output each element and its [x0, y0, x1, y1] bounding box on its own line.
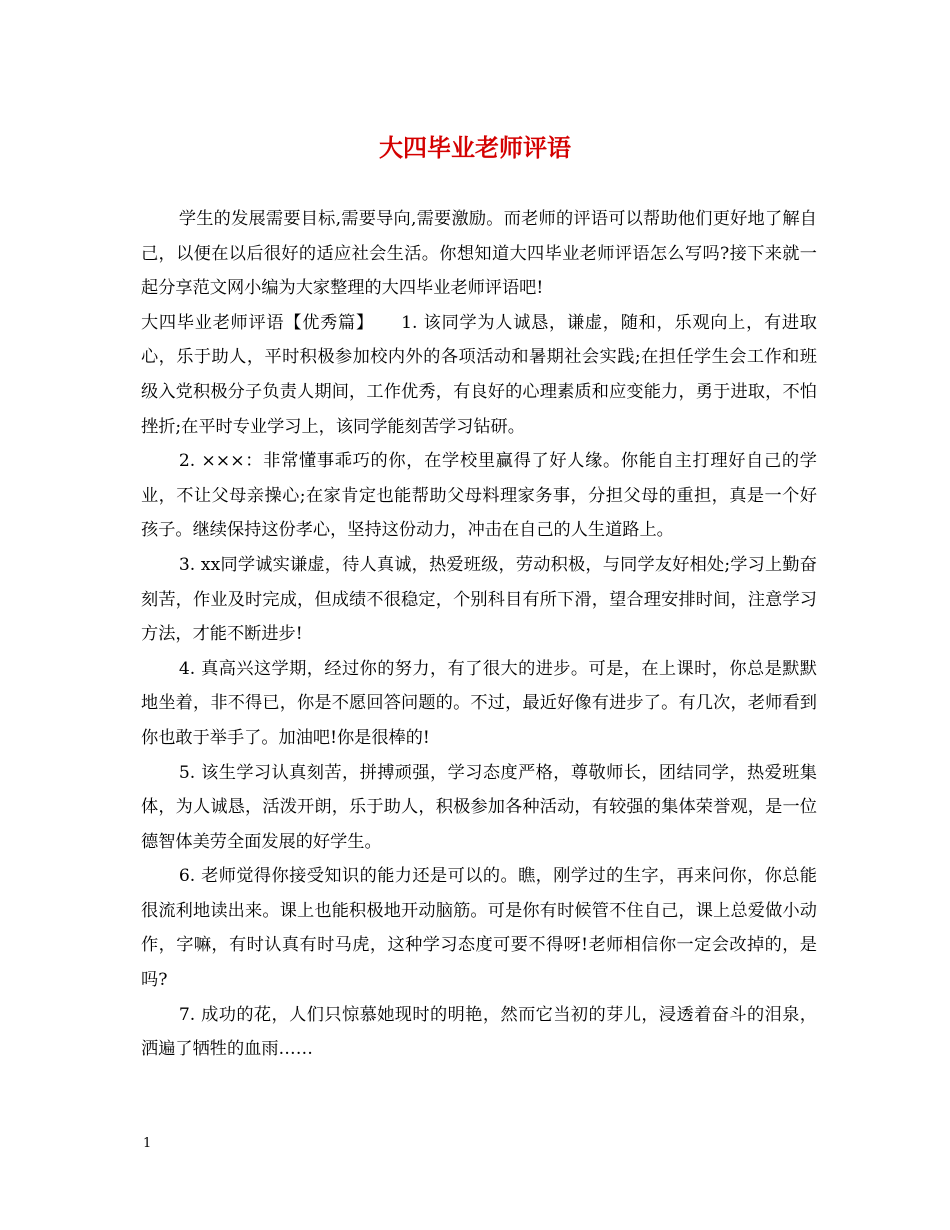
- document-body: [141, 202, 817, 1067]
- section-heading-paragraph: 大四毕业老师评语【优秀篇】 1. 该同学为人诚恳，谦虚，随和，乐观向上，有进取心，乐于助人，平时积极参加校内外的各项活动和暑期社会实践;在担任学生会工作和班级入党积极分子负责人期间，工作优秀，有良好的心理素质和应变能力，勇于进取，不怕挫折;在平时专业学习上，该同学能刻苦学习钻研。: [141, 312, 817, 437]
- comment-paragraph-3: 3. xx同学诚实谦虚，待人真诚，热爱班级，劳动积极，与同学友好相处;学习上勤奋刻苦，作业及时完成，但成绩不很稳定，个别科目有所下滑，望合理安排时间，注意学习方法，才能不断进步!: [141, 554, 817, 645]
- comment-paragraph-7: 7. 成功的花，人们只惊慕她现时的明艳，然而它当初的芽儿，浸透着奋斗的泪泉，洒遍了牺牲的血雨……: [141, 1004, 817, 1060]
- page-number: 1: [143, 1136, 152, 1151]
- comment-paragraph-5: 5. 该生学习认真刻苦，拼搏顽强，学习态度严格，尊敬师长，团结同学，热爱班集体，为人诚恳，活泼开朗，乐于助人，积极参加各种活动，有较强的集体荣誉观，是一位德智体美劳全面发展的好学生。: [141, 762, 817, 852]
- comment-paragraph-6: 6. 老师觉得你接受知识的能力还是可以的。瞧，刚学过的生字，再来问你，你总能很流利地读出来。课上也能积极地开动脑筋。可是你有时候管不住自己，课上总爱做小动作，字嘛，有时认真有时马虎，这种学习态度可要不得呀!老师相信你一定会改掉的，是吗?: [141, 866, 817, 991]
- comment-paragraph-4: 4. 真高兴这学期，经过你的努力，有了很大的进步。可是，在上课时，你总是默默地坐着，非不得已，你是不愿回答问题的。不过，最近好像有进步了。有几次，老师看到你也敢于举手了。加油吧!你是很棒的!: [141, 658, 817, 748]
- intro-paragraph: 学生的发展需要目标,需要导向,需要激励。而老师的评语可以帮助他们更好地了解自己，以便在以后很好的适应社会生活。你想知道大四毕业老师评语怎么写吗?接下来就一起分享范文网小编为大家整理的大四毕业老师评语吧!: [141, 209, 817, 299]
- comment-paragraph-2: 2. ×××：非常懂事乖巧的你，在学校里赢得了好人缘。你能自主打理好自己的学业，不让父母亲操心;在家肯定也能帮助父母料理家务事，分担父母的重担，真是一个好孩子。继续保持这份孝心，坚持这份动力，冲击在自己的人生道路上。: [141, 451, 817, 541]
- document-title: 大四毕业老师评语: [379, 133, 571, 162]
